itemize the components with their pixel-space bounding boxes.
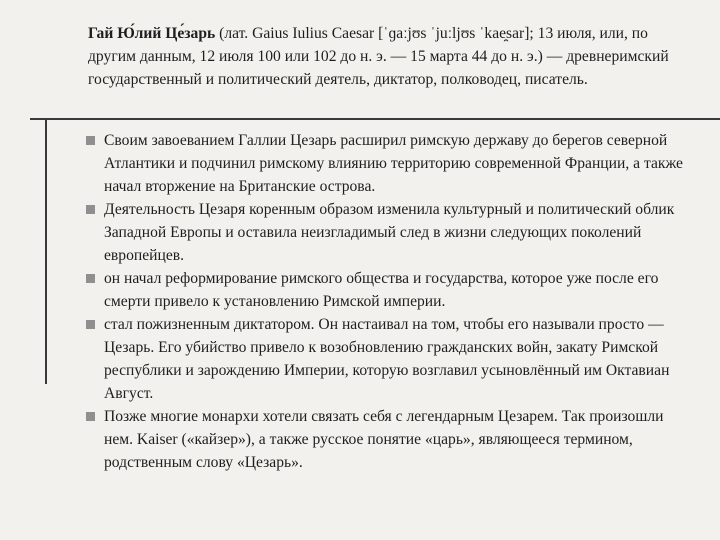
list-item	[86, 129, 686, 198]
list-item	[86, 405, 686, 474]
bullet-text: он начал реформирование римского общества и государства, которое уже после его смерти привело к установлению Римской империи.	[104, 270, 659, 310]
header-divider-line	[30, 118, 720, 120]
square-bullet-icon	[86, 136, 95, 145]
bullet-text: Позже многие монархи хотели связать себя с легендарным Цезарем. Так произошли нем. Kaiser («кайзер»), а также русское понятие «царь», являющееся термином, родственным слову «Цезарь».	[104, 408, 664, 471]
intro-paragraph	[88, 22, 688, 91]
bullet-text: стал пожизненным диктатором. Он настаивал на том, чтобы его называли просто — Цезарь. Его убийство привело к возобновлению гражданских войн, закату Римской республики и зарождению Империи, которую возглавил усыновлённый им Октавиан Август.	[104, 316, 670, 402]
bullet-text: Деятельность Цезаря коренным образом изменила культурный и политический облик Западной Европы и оставила неизгладимый след в жизни следующих поколений европейцев.	[104, 201, 675, 264]
intro-text: (лат. Gaius Iulius Caesar [ˈɡaːjʊs ˈjuːljʊs ˈkae̯sar]; 13 июля, или, по другим данным, 12 июля 100 или 102 до н. э. — 15 марта 44 до н. э.) — древнеримский государственный и политический деятель, диктатор, полководец, писатель.	[88, 25, 669, 88]
list-item	[86, 198, 686, 267]
person-name: Гай Ю́лий Це́зарь	[88, 25, 216, 42]
list-item	[86, 267, 686, 313]
square-bullet-icon	[86, 274, 95, 283]
square-bullet-icon	[86, 205, 95, 214]
square-bullet-icon	[86, 412, 95, 421]
left-accent-line	[45, 118, 47, 384]
bullet-list	[86, 129, 686, 474]
square-bullet-icon	[86, 320, 95, 329]
list-item	[86, 313, 686, 405]
bullet-text: Своим завоеванием Галлии Цезарь расширил римскую державу до берегов северной Атлантики и подчинил римскому влиянию территорию современной Франции, а также начал вторжение на Британские острова.	[104, 132, 683, 195]
